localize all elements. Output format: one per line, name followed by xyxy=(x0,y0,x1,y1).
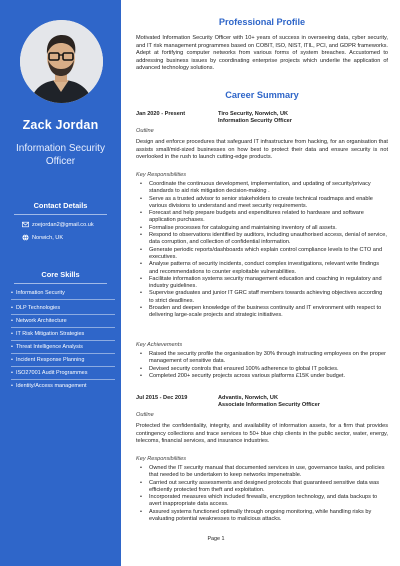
responsibilities-label: Key Responsibilities xyxy=(136,172,187,178)
job-title: Information Security Officer xyxy=(218,118,292,124)
outline-label: Outline xyxy=(136,412,154,418)
contact-location xyxy=(22,234,63,241)
skill-item: • Threat Intelligence Analysis xyxy=(11,344,115,354)
profile-photo xyxy=(20,20,103,103)
responsibilities-list xyxy=(136,181,388,320)
list-item: • Broaden and deepen knowledge of the business continuity and IT environment with respect to delivering large-scale projects and strategic initiatives. xyxy=(136,305,388,320)
candidate-role: Information Security Officer xyxy=(16,143,105,167)
candidate-name: Zack Jordan xyxy=(22,118,99,132)
job-outline: Protected the confidentiality, integrity, and availability of information assets, for a firm that provides contingency collections and trace services to 50+ blue chip clients in the public sector, water, energy, telecoms, financial services, and insurance industries. xyxy=(136,423,388,444)
list-item: • Analyse patterns of security incidents, conduct complex investigations, relevant write findings and recommendations to counter exploitable vulnerabilities. xyxy=(136,261,388,276)
list-item: • Incorporated measures which included firewalls, encryption technology, and data backups to avert inappropriate data access. xyxy=(136,494,388,509)
job-outline: Design and enforce procedures that safeguard IT infrastructure from hacking, for an organisation that assists small/mid-sized businesses on how best to protect their data and ensure security is not overlooked in the rush to launch cutting-edge products. xyxy=(136,139,388,160)
list-item: • Formalise processes for cataloguing and maintaining inventory of all assets. xyxy=(136,225,388,232)
skills-divider xyxy=(14,283,107,284)
outline-label: Outline xyxy=(136,128,154,134)
sidebar xyxy=(0,0,121,566)
list-item: • Raised the security profile the organisation by 30% through instructing employees on the proper management of sensitive data. xyxy=(136,351,388,366)
list-item: • Completed 200+ security projects across various platforms £15K under budget. xyxy=(136,373,388,380)
skill-item: • Network Architecture xyxy=(11,318,115,328)
list-item: • Coordinate the continuous development, implementation, and updating of security/privacy standards to aid risk mitigation decision-making . xyxy=(136,181,388,196)
list-item: • Serve as a trusted advisor to senior stakeholders to create technical roadmaps and enable various divisions to understand and meet security requirements. xyxy=(136,196,388,211)
job-dates: Jul 2015 - Dec 2019 xyxy=(136,395,188,401)
job-title: Associate Information Security Officer xyxy=(218,402,320,408)
responsibilities-label: Key Responsibilities xyxy=(136,456,187,462)
core-skills-heading: Core Skills xyxy=(41,270,80,279)
contact-location-text: Norwich, UK xyxy=(32,234,64,241)
list-item: • Devised security controls that ensured 100% adherence to global IT policies. xyxy=(136,366,388,373)
contact-divider xyxy=(14,214,107,215)
list-item: • Assured systems functioned optimally through ongoing monitoring, while handling risks by evaluating potential weaknesses to malicious attacks. xyxy=(136,509,388,524)
skill-item: • Identity/Access management xyxy=(11,383,115,392)
list-item: • Generate periodic reports/dashboards which explain control compliance levels to the CTO and executives. xyxy=(136,247,388,262)
profile-heading: Professional Profile xyxy=(218,17,306,27)
list-item: • Respond to observations identified by auditors, including unauthorised access, denial of service, data corruption, and collection of confidential information. xyxy=(136,232,388,247)
job-employer: Tiro Security, Norwich, UK xyxy=(218,111,289,117)
list-item: • Carried out security assessments and designed protocols that guaranteed sensitive data was efficiently protected from theft and exploitation. xyxy=(136,480,388,495)
envelope-icon xyxy=(22,221,29,228)
list-item: • Supervise graduates and junior IT GRC staff members towards achieving objectives according to strict deadlines. xyxy=(136,290,388,305)
job-dates: Jan 2020 - Present xyxy=(136,111,186,117)
contact-details-heading: Contact Details xyxy=(33,201,88,210)
skill-item: • IT Risk Mitigation Strategies xyxy=(11,331,115,341)
career-heading: Career Summary xyxy=(225,90,299,100)
responsibilities-list xyxy=(136,465,388,523)
skill-item: • Information Security xyxy=(11,290,115,300)
main-content xyxy=(136,0,388,566)
achievements-label: Key Achievements xyxy=(136,342,183,348)
job-employer: Advantis, Norwich, UK xyxy=(218,395,278,401)
skill-item: • Incident Response Planning xyxy=(11,357,115,367)
contact-email[interactable] xyxy=(22,221,94,228)
list-item: • Facilitate information systems security management education and coaching in regulatory and industry guidelines. xyxy=(136,276,388,291)
skill-item: • ISO27001 Audit Programmes xyxy=(11,370,115,380)
profile-text: Motivated Information Security Officer with 10+ years of success in overseeing data, cyber security, and IT risk management programmes based on COBIT, ISO, NIST, ITIL, PCI, and GDPR frameworks. Adept at fortifying computer networks from various forms of system breaches. Accustomed to addressing business issues by coordinating enterprise projects which underlie the application of advanced technology solutions. xyxy=(136,35,388,71)
contact-email-text: zoejordan2@gmail.co.uk xyxy=(32,221,94,228)
list-item: • Forecast and help prepare budgets and expenditures related to hardware and software application purchases. xyxy=(136,210,388,225)
list-item: • Owned the IT security manual that documented services in use, governance tasks, and policies that needed to be undertaken to keep networks impenetrable. xyxy=(136,465,388,480)
globe-icon xyxy=(22,234,29,241)
page-number: Page 1 xyxy=(207,536,225,542)
achievements-list xyxy=(136,351,388,380)
skill-item: • DLP Technologies xyxy=(11,305,115,315)
